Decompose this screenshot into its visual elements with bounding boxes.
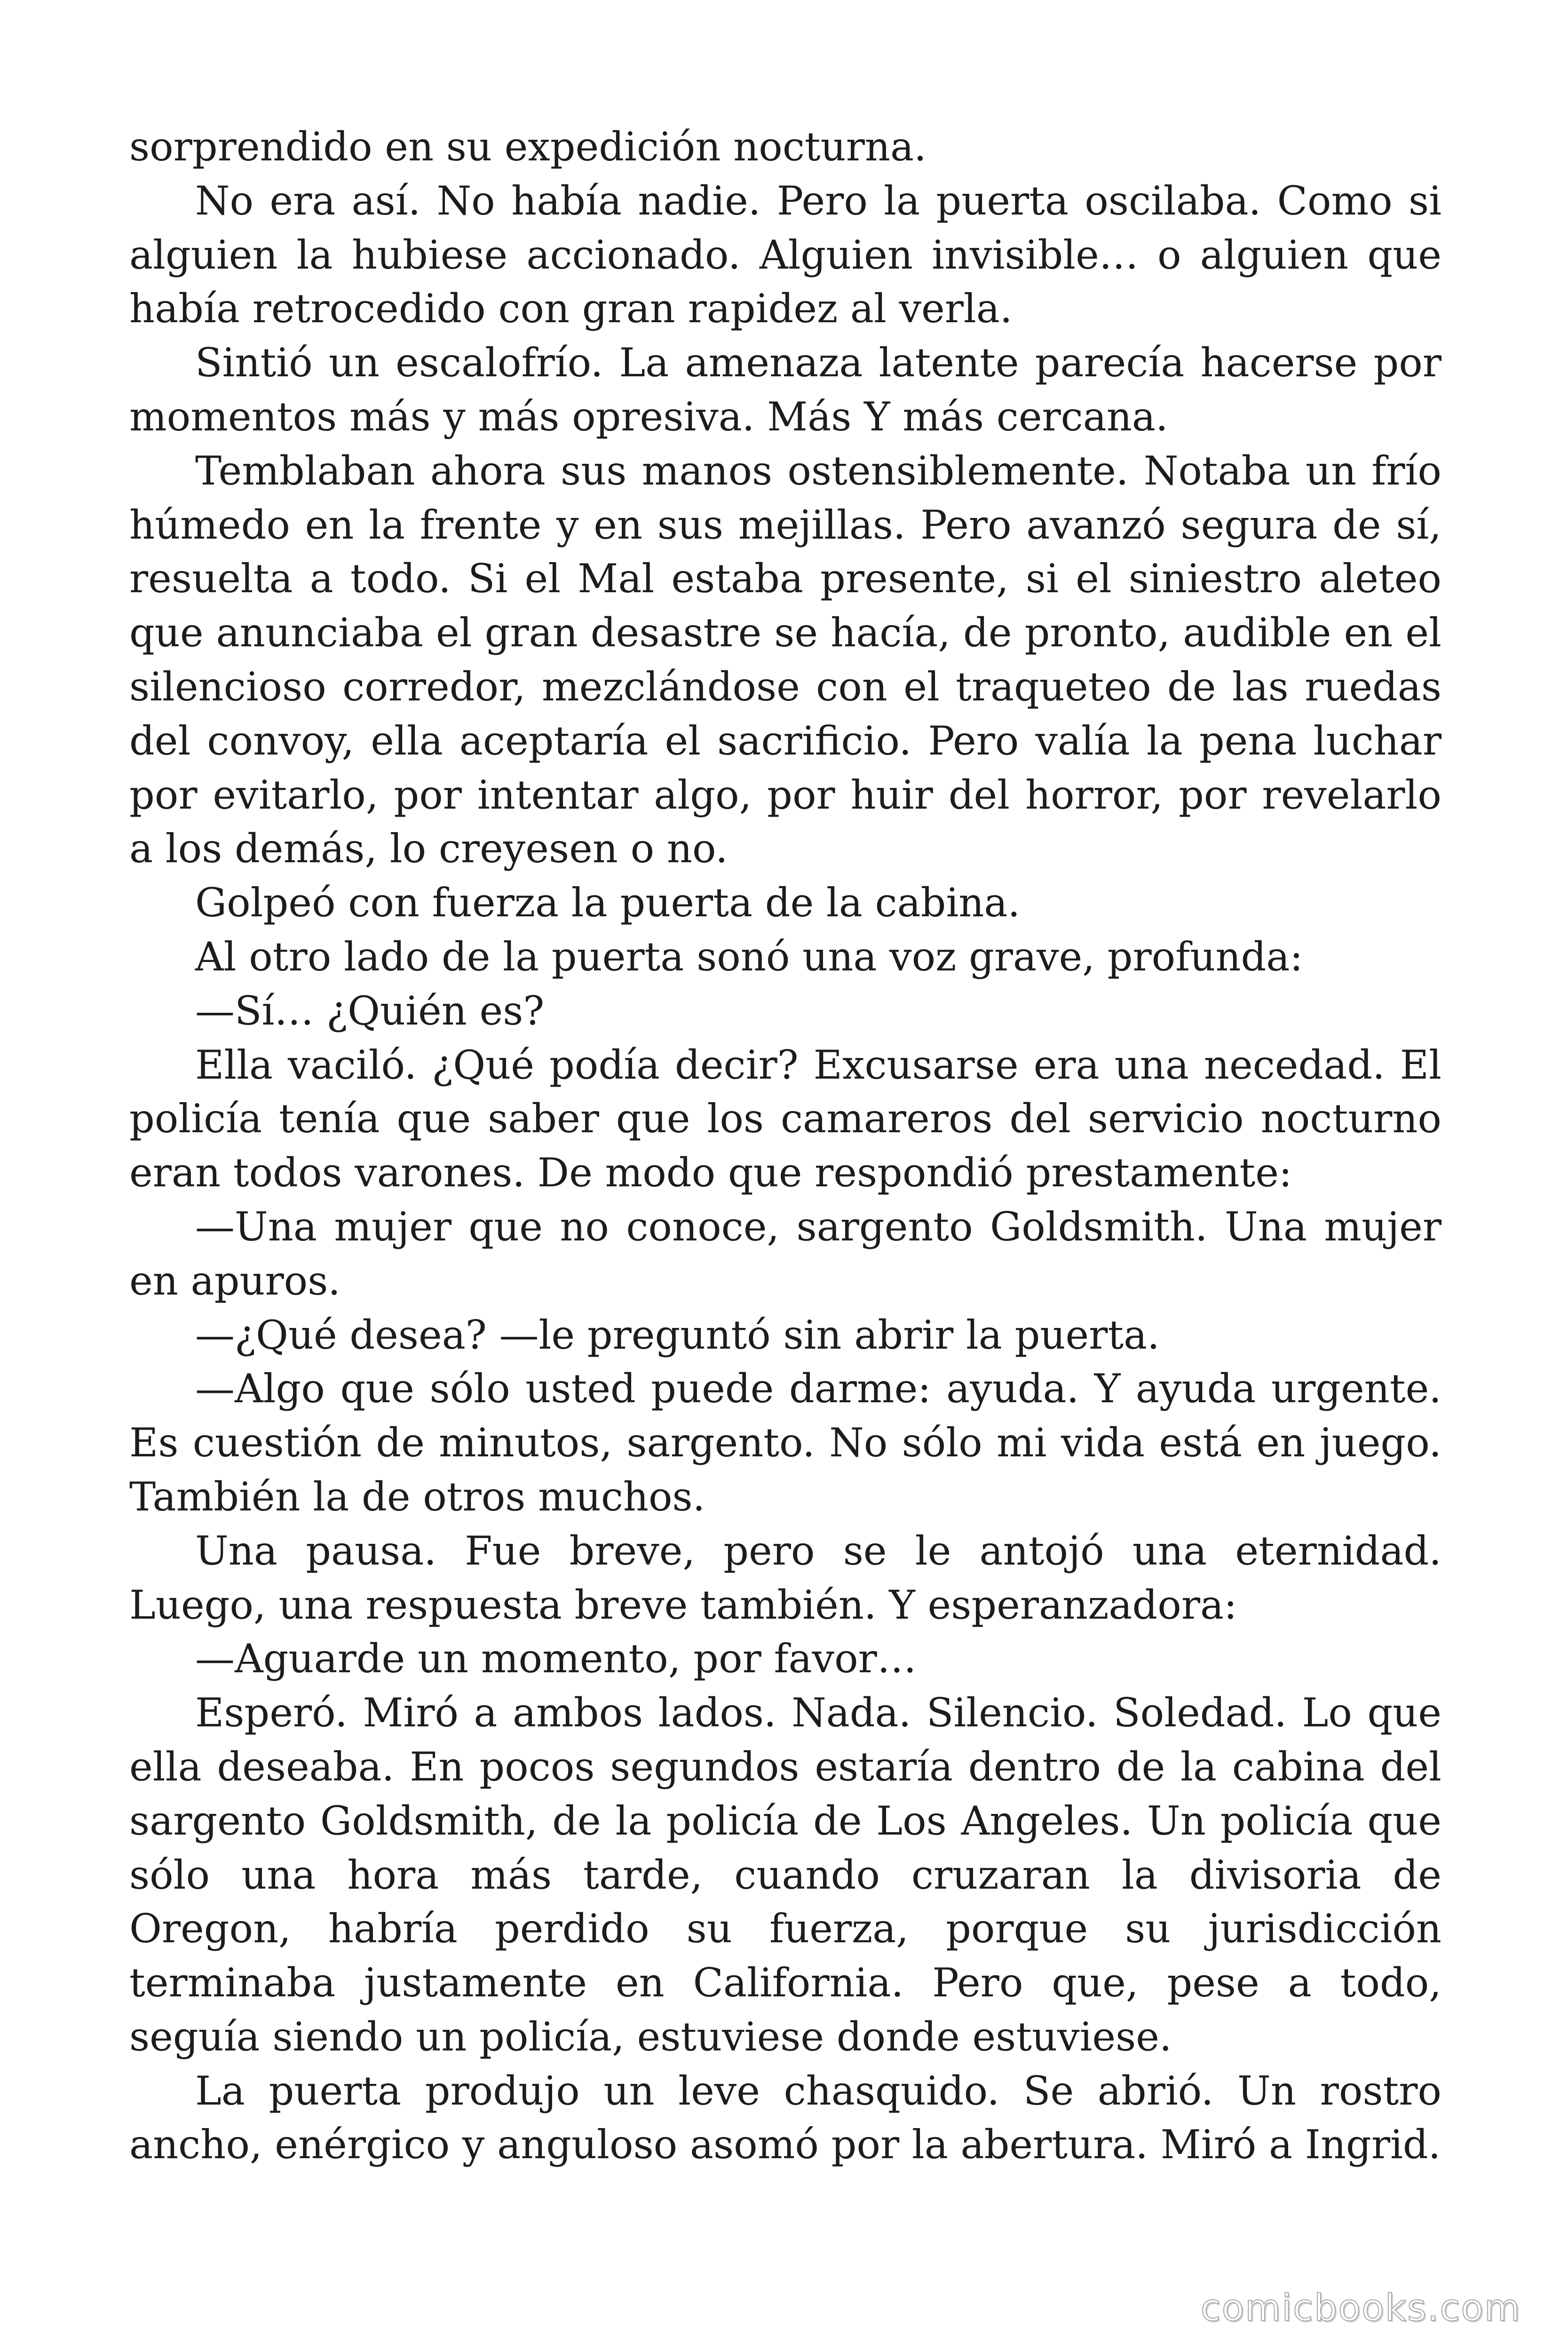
paragraph: Sintió un escalofrío. La amenaza latente parecía hacerse por momentos más y más opresiva. Más Y más cercana. xyxy=(129,340,1441,440)
paragraph: Ella vaciló. ¿Qué podía decir? Excusarse era una necedad. El policía tenía que saber que los camareros del servicio nocturno eran todos varones. De modo que respondió prestamente: xyxy=(129,1041,1441,1196)
paragraph-continued: sorprendido en su expedición nocturna. xyxy=(129,124,927,170)
watermark-logo: comicbooks.com xyxy=(1200,2287,1521,2329)
paragraph: Temblaban ahora sus manos ostensiblemente. Notaba un frío húmedo en la frente y en sus mejillas. Pero avanzó segura de sí, resuelta a todo. Si el Mal estaba presente, si el siniestro aleteo que anunciaba el gran desastre se hacía, de pronto, audible en el silencioso corredor, mezclándose con el traqueteo de las ruedas del convoy, ella aceptaría el sacrificio. Pero valía la pena luchar por evitarlo, por intentar algo, por huir del horror, por revelarlo a los demás, lo creyesen o no. xyxy=(129,447,1441,872)
dialogue-line: —¿Qué desea? —le preguntó sin abrir la puerta. xyxy=(195,1311,1160,1358)
paragraph: Golpeó con fuerza la puerta de la cabina. xyxy=(195,880,1021,926)
dialogue-line: —Aguarde un momento, por favor… xyxy=(195,1636,917,1682)
paragraph: Esperó. Miró a ambos lados. Nada. Silencio. Soledad. Lo que ella deseaba. En pocos segundos estaría dentro de la cabina del sargento Goldsmith, de la policía de Los Angeles. Un policía que sólo una hora más tarde, cuando cruzaran la divisoria de Oregon, habría perdido su fuerza, porque su jurisdicción terminaba justamente en California. Pero que, pese a todo, seguía siendo un policía, estuviese donde estuviese. xyxy=(129,1690,1441,2060)
dialogue-line: —Sí… ¿Quién es? xyxy=(195,987,545,1034)
dialogue-line: —Algo que sólo usted puede darme: ayuda. Y ayuda urgente. Es cuestión de minutos, sargento. No sólo mi vida está en juego. También la de otros muchos. xyxy=(129,1366,1441,1520)
text-column xyxy=(129,120,1441,2172)
paragraph: Una pausa. Fue breve, pero se le antojó una eternidad. Luego, una respuesta breve también. Y esperanzadora: xyxy=(129,1527,1441,1628)
paragraph: No era así. No había nadie. Pero la puerta oscilaba. Como si alguien la hubiese accionado. Alguien invisible… o alguien que había retrocedido con gran rapidez al verla. xyxy=(129,177,1441,332)
paragraph-final: La puerta produjo un leve chasquido. Se abrió. Un rostro ancho, enérgico y anguloso asomó por la abertura. Miró a Ingrid. xyxy=(129,2067,1441,2168)
dialogue-line: —Una mujer que no conoce, sargento Goldsmith. Una mujer en apuros. xyxy=(129,1203,1441,1304)
paragraph: Al otro lado de la puerta sonó una voz grave, profunda: xyxy=(195,933,1303,980)
